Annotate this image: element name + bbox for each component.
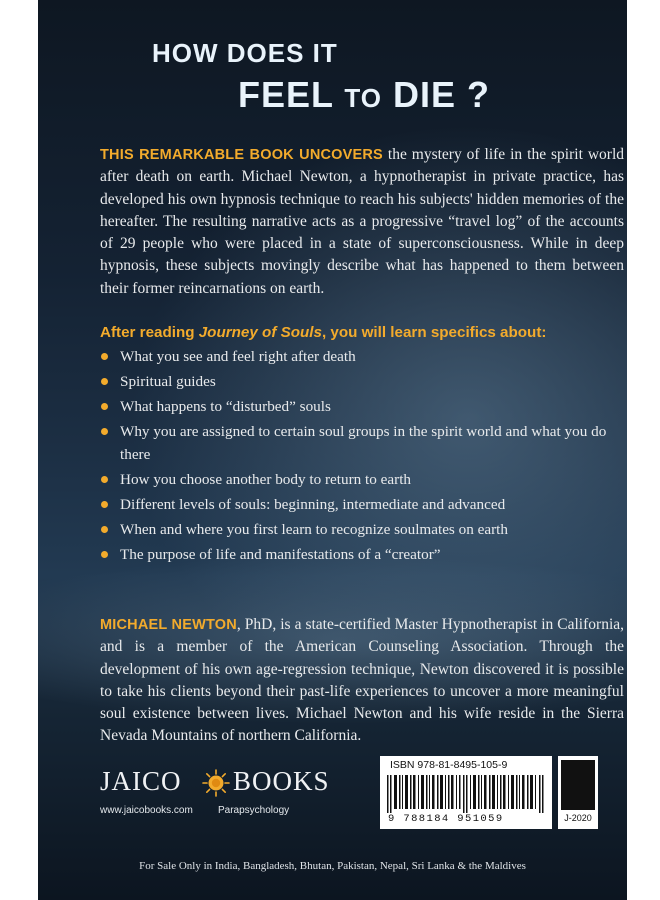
learn-heading-post: , you will learn specifics about:: [321, 324, 547, 341]
list-item-text: Spiritual guides: [120, 373, 216, 390]
headline-feel: FEEL: [238, 74, 345, 115]
intro-lead: THIS REMARKABLE BOOK UNCOVERS: [100, 147, 383, 163]
headline-line-2: [238, 74, 490, 116]
list-item: [100, 544, 624, 567]
edition-code: J-2020: [564, 813, 592, 823]
bullet-dot-icon: [101, 551, 108, 558]
list-item-text: What you see and feel right after death: [120, 348, 356, 365]
sale-territory-note: For Sale Only in India, Bangladesh, Bhutan, Pakistan, Nepal, Sri Lanka & the Maldives: [139, 860, 526, 872]
list-item-text: What happens to “disturbed” souls: [120, 398, 331, 415]
edition-mark: [561, 760, 595, 810]
publisher-name-right: BOOKS: [233, 766, 330, 796]
list-item: [100, 346, 624, 369]
intro-paragraph: [100, 144, 624, 300]
bullet-dot-icon: [101, 428, 108, 435]
publisher-name-left: JAICO: [100, 766, 182, 796]
learn-list: [100, 346, 624, 569]
bullet-dot-icon: [101, 403, 108, 410]
publisher-website: www.jaicobooks.com: [100, 805, 193, 816]
barcode-icon: [387, 775, 545, 813]
headline-to: TO: [344, 83, 382, 113]
list-item: [100, 469, 624, 492]
bullet-dot-icon: [101, 378, 108, 385]
list-item-text: How you choose another body to return to earth: [120, 470, 412, 488]
book-category: Parapsychology: [218, 805, 290, 816]
author-bio: [100, 614, 624, 748]
bullet-dot-icon: [101, 353, 108, 360]
learn-heading: [100, 324, 627, 341]
list-item: [100, 494, 624, 517]
headline-line-1: HOW DOES IT: [152, 38, 338, 68]
list-item: [100, 396, 624, 419]
list-item-text: Different levels of souls: beginning, intermediate and advanced: [120, 495, 506, 513]
sun-icon: [202, 769, 230, 797]
isbn-number: ISBN 978-81-8495-105-9: [390, 759, 508, 771]
book-title: Journey of Souls: [198, 324, 322, 341]
barcode-label: [380, 756, 552, 829]
list-item-text: The purpose of life and manifestations of a “creator”: [120, 545, 441, 563]
learn-heading-pre: After reading: [100, 324, 199, 341]
edition-box: [558, 756, 598, 829]
list-item-text: Why you are assigned to certain soul groups in the spirit world and what you do there: [120, 423, 607, 463]
intro-body: the mystery of life in the spirit world after death on earth. Michael Newton, a hypnotherapist in private practice, has developed his own hypnosis technique to reach his subjects' hidden memories of the hereafter. The resulting narrative acts as a progressive “travel log” of the accounts of 29 people who were placed in a state of superconsciousness. While in deep hypnosis, these subjects movingly describe what has happened to them between their former reincarnations on earth.: [100, 146, 624, 297]
author-name: MICHAEL NEWTON: [100, 617, 237, 633]
bullet-dot-icon: [101, 501, 108, 508]
list-item: [100, 371, 624, 394]
headline-die: DIE ?: [382, 74, 491, 115]
list-item-text: When and where you first learn to recognize soulmates on earth: [120, 520, 508, 538]
author-bio-body: , PhD, is a state-certified Master Hypnotherapist in California, and is a member of the American Counseling Association. Through the development of his own age-regression technique, Newton discovered it is possible to take his clients beyond their past-life experiences to uncover a more meaningful soul existence between lives. Michael Newton and his wife reside in the Sierra Nevada Mountains of northern California.: [100, 616, 625, 745]
list-item: [100, 421, 624, 466]
bullet-dot-icon: [101, 526, 108, 533]
list-item: [100, 519, 624, 542]
bullet-dot-icon: [101, 476, 108, 483]
back-cover: [38, 0, 627, 900]
barcode-digits: 9 788184 951059: [388, 813, 504, 825]
